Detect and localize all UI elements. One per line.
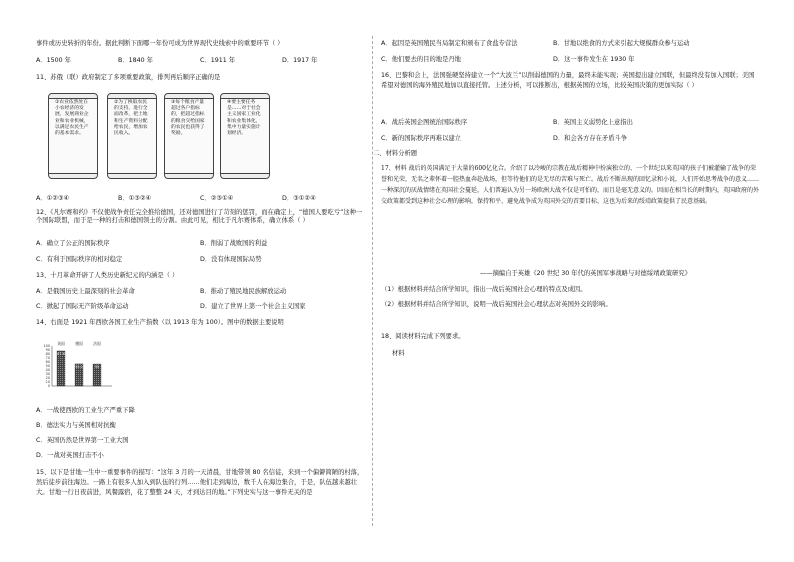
q14-stem: 14、右面是 1921 年西欧各国工业生产指数（以 1913 年为 100）。图中的数据主要说明 (36, 319, 284, 326)
y-tick-label: 10 (45, 380, 50, 385)
q15-option-c: C．他们要去的目的地是丹地 (381, 56, 461, 63)
q14-option-d: D．一战对英国打击不小 (36, 452, 104, 459)
q13-option-d: D．建立了世界上第一个社会主义国家 (200, 303, 306, 310)
y-tick-label: 0 (47, 384, 50, 389)
y-tick-label: 30 (45, 372, 50, 377)
q17-task-2: （2）根据材料并结合所学知识，说明一战后英国社会心理状态对英国外交的影响。 (381, 301, 612, 308)
category-label: 英国 (57, 341, 65, 346)
q11-scroll-card-3: ③每个粮食产量超过各户指标的，把超过指标的粮食交给国家的农民也获得了奖励。 (164, 93, 214, 179)
q17-source: ——摘编自于英雄《20 世纪 30 年代的英国军事战略与对德绥靖政策研究》 (480, 270, 691, 277)
q14-option-b: B．德法实力与英国相对抗衡 (36, 422, 116, 429)
q17-material: 17、材料 战后的英国满足于大量的600亿化合。介绍了以冷峻的宗教在战后精神中扮演独立的、一个世纪以来英国的孩子们被灌输了战争的荣誉和光荣，无名之辈怀着一腔热血奔赴战场，但等待他们的是无尽的苦难与死亡。战后不断出现的回忆录和小说，人们开始思考战争的意义……一种深沉的厌战情绪在英国社会蔓延，人们普遍认为另一场欧洲大战不仅是可怕的，而且是毫无意义的。因而在相当长的时期内，英国政府的外交政策都受到这种社会心理的影响，保持和平、避免战争成为英国外交的首要目标，这也为后来的绥靖政策提供了民意基础。 (381, 165, 760, 205)
q11-option-d: D．③①②④ (282, 195, 316, 202)
industrial-index-bar-chart (36, 340, 116, 390)
q10-stem-tail: 事件或历史转折的年份。据此判断下面哪一年份可成为世界现代史线索中的重要环节（ ） (36, 40, 284, 47)
q16-option-a: A．战后英国企图统治国际秩序 (381, 119, 468, 126)
q12-stem: 12、《凡尔赛和约》不仅使战争责任完全推给德国，还对德国进行了苛刻的惩罚，而在确定上，“德国人要吃亏”这种一个国际联盟，而于是一种的打击和德国领土的分割。由此可见，相比于凡尔赛体系，确立体系（ ） (36, 209, 363, 224)
q12-option-d: D．没有体现国际局势 (200, 256, 262, 263)
y-tick-label: 100 (43, 344, 50, 349)
y-tick-label: 60 (45, 360, 50, 365)
q11-option-a: A．①②③④ (36, 195, 70, 202)
q10-option-a: A．1500 年 (36, 57, 71, 64)
q13-option-b: B．推动了殖民地民族解放运动 (200, 288, 287, 295)
bar-data-label: 55 (94, 365, 100, 369)
q15-stem: 15、以下是甘地一生中一重要事件的描写：“这年 3 月的一天清晨，甘地带领 80 名信徒，来到一个偏僻简陋的村落，然后徒步前往海边。一路上有很多人加入到队伍的行列……他们走到海边，数千人在海边集合，于是，队伍越来越壮大。甘地一行日夜前进，风餐露宿，花了整整 24 天，才到达目的地。”下列史实与这一事件无关的是 (36, 469, 364, 496)
q18-stem: 18、阅读材料完成下列要求。 (381, 333, 465, 340)
q10-option-c: C．1911 年 (200, 57, 236, 64)
q14-option-c: C．英国仍然是世界第一工业大国 (36, 437, 129, 444)
q15-option-d: D．这一事件发生在 1930 年 (553, 56, 635, 63)
column-divider (372, 36, 373, 526)
q11-scroll-card-4: ④要主要任务是……对于社会主义国家工业化和农业集体化，集中力量实施计划经济。 (220, 93, 270, 179)
section-2-title: 二、材料分析题 (373, 150, 418, 157)
y-tick-label: 80 (45, 352, 50, 357)
q18-material-label: 材料 (392, 350, 405, 357)
bar (57, 351, 65, 386)
q17-task-1: （1）根据材料并结合所学知识，指出一战后英国社会心理的特点及成因。 (381, 286, 587, 293)
y-tick-label: 50 (45, 364, 50, 369)
q11-option-c: C．②③①④ (200, 195, 234, 202)
q12-option-a: A．确立了公正的国际秩序 (36, 240, 110, 247)
q13-option-c: C．掀起了国际无产阶级革命运动 (36, 303, 129, 310)
q13-option-a: A．是俄国历史上最深刻的社会革命 (36, 288, 135, 295)
q16-option-b: B．英国主义弱势化上意指出 (553, 119, 633, 126)
q15-option-b: B．甘地以绝食的方式来引起大规模群众参与运动 (553, 40, 690, 47)
q11-scroll-card-2: ②为了换取农民的支持，进行全面改革，把土地和生产资料分配给农民，增加农民收入。 (107, 93, 157, 179)
q12-option-c: C．有利于国际秩序的相对稳定 (36, 256, 123, 263)
bar-data-label: 55.2 (75, 364, 83, 369)
y-tick-label: 90 (45, 348, 50, 353)
q12-option-b: B．削弱了战败国的利益 (200, 240, 268, 247)
bar-data-label: 87.6 (57, 351, 65, 356)
q10-option-d: D．1917 年 (282, 57, 318, 64)
q16-option-c: C．新的国际秩序再难以建立 (381, 135, 461, 142)
q15-option-a: A．起因是英国殖民当局制定和颁布了食盐专营法 (381, 40, 518, 47)
q16-stem: 16、巴黎和会上，法国强硬坚持建立一个“大波兰”以削弱德国的力量，最终未能实现；英国提出建立国联，但最终没有加入国联；美国希望对德国的海外殖民地加以直接托管。上述分析，可以推断出，根据英国的立场，比较英国决策的更加实际（ ） (381, 72, 755, 89)
y-tick-label: 70 (45, 356, 50, 361)
q14-option-a: A．一战使西欧的工业生产严重下降 (36, 407, 135, 414)
q10-option-b: B．1840 年 (118, 57, 153, 64)
q16-option-d: D．和会各方存在矛盾斗争 (553, 135, 628, 142)
category-label: 法国 (93, 341, 101, 346)
q11-option-b: B．①③②④ (118, 195, 152, 202)
q11-scroll-card-1: ①农业依然处在小农经济的发展，发展商业企业和农业机械，以满足农民生产的基本需求。 (48, 93, 98, 179)
y-tick-label: 40 (45, 368, 50, 373)
category-label: 德国 (75, 341, 83, 346)
q11-stem: 11、苏俄（联）政府制定了多项重要政策，排列再后顺序正确的是 (36, 74, 221, 81)
y-tick-label: 20 (45, 376, 50, 381)
q13-stem: 13、十月革命开辟了人类历史新纪元的内涵是（ ） (36, 272, 179, 279)
